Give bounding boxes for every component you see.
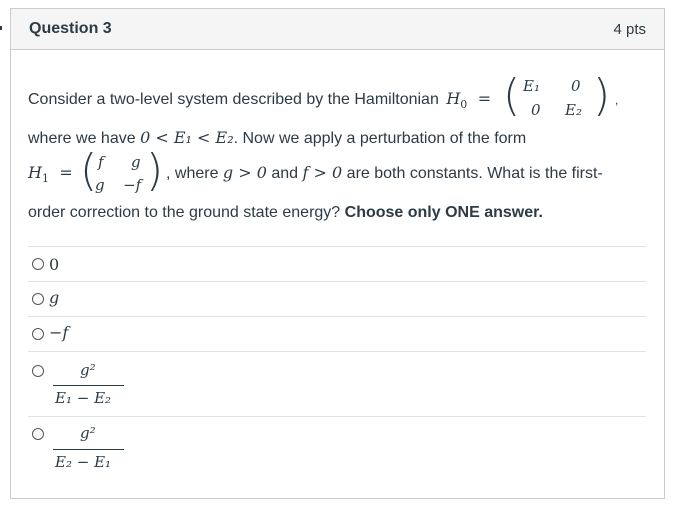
f-condition-math: f > 0: [302, 163, 343, 182]
line3-where-text: , where: [166, 165, 219, 182]
energy-order-math: 0 < E₁ < E₂: [140, 128, 234, 147]
h1-cell-22: −f: [123, 176, 142, 194]
line3-post-text: are both constants. What is the first-: [346, 165, 603, 182]
h1-right-paren: ): [146, 145, 164, 196]
answer-text-1: 0: [49, 255, 60, 274]
h1-left-paren: (: [80, 145, 98, 196]
h1-label: [28, 163, 73, 185]
instruction-bold: Choose only ONE answer.: [344, 204, 543, 221]
question-line-3: [166, 163, 603, 183]
line2-post-text: . Now we apply a perturbation of the form: [233, 130, 527, 147]
question-line-2: [28, 128, 526, 148]
answer-4-numerator: g²: [80, 361, 96, 379]
question-header: [11, 9, 664, 50]
answer-4-denominator: E₁ − E₂: [55, 389, 112, 407]
h0-cell-22: E₂: [565, 101, 582, 119]
h0-equals: =: [477, 89, 492, 108]
h0-cell-11: E₁: [523, 77, 540, 95]
h1-cell-21: g: [95, 176, 105, 194]
answer-radio-1[interactable]: [32, 258, 44, 270]
line4-pre-text: order correction to the ground state energy?: [28, 204, 341, 221]
answer-divider: [28, 316, 646, 317]
h0-cell-12: 0: [571, 77, 581, 95]
answer-divider: [28, 281, 646, 282]
question-title: Question 3: [29, 20, 112, 37]
answer-radio-2[interactable]: [32, 293, 44, 305]
line3-and-text: and: [271, 165, 299, 182]
answer-radio-3[interactable]: [32, 328, 44, 340]
answer-text-2: g: [49, 288, 60, 307]
line2-pre-text: where we have: [28, 130, 136, 147]
answer-text-3: −f: [49, 323, 69, 342]
answer-divider: [28, 416, 646, 417]
h0-cell-21: 0: [531, 101, 541, 119]
h1-cell-12: g: [131, 153, 141, 171]
question-points: 4 pts: [613, 20, 646, 38]
question-line-1: [28, 89, 491, 111]
h0-left-paren: (: [503, 70, 521, 121]
answer-5-fraction-bar: [53, 449, 124, 450]
h1-cell-11: f: [98, 153, 104, 171]
answer-5-denominator: E₂ − E₁: [55, 453, 112, 471]
h1-symbol: $H_1$: [28, 163, 49, 186]
question-card: [10, 8, 665, 499]
h0-trailing-comma: ,: [615, 93, 619, 107]
answer-radio-5[interactable]: [32, 428, 44, 440]
question-intro-text: Consider a two-level system described by the Hamiltonian: [28, 91, 439, 108]
g-condition-math: g > 0: [222, 163, 267, 182]
answer-divider: [28, 246, 646, 247]
answer-divider: [28, 351, 646, 352]
h0-right-paren: ): [593, 70, 611, 121]
edge-marker: [0, 26, 2, 30]
answer-radio-4[interactable]: [32, 365, 44, 377]
h1-equals: =: [59, 163, 73, 182]
answer-5-numerator: g²: [80, 424, 96, 442]
answer-4-fraction-bar: [53, 385, 124, 386]
h0-symbol: $H_0$: [446, 89, 468, 112]
question-line-4: [28, 204, 543, 222]
